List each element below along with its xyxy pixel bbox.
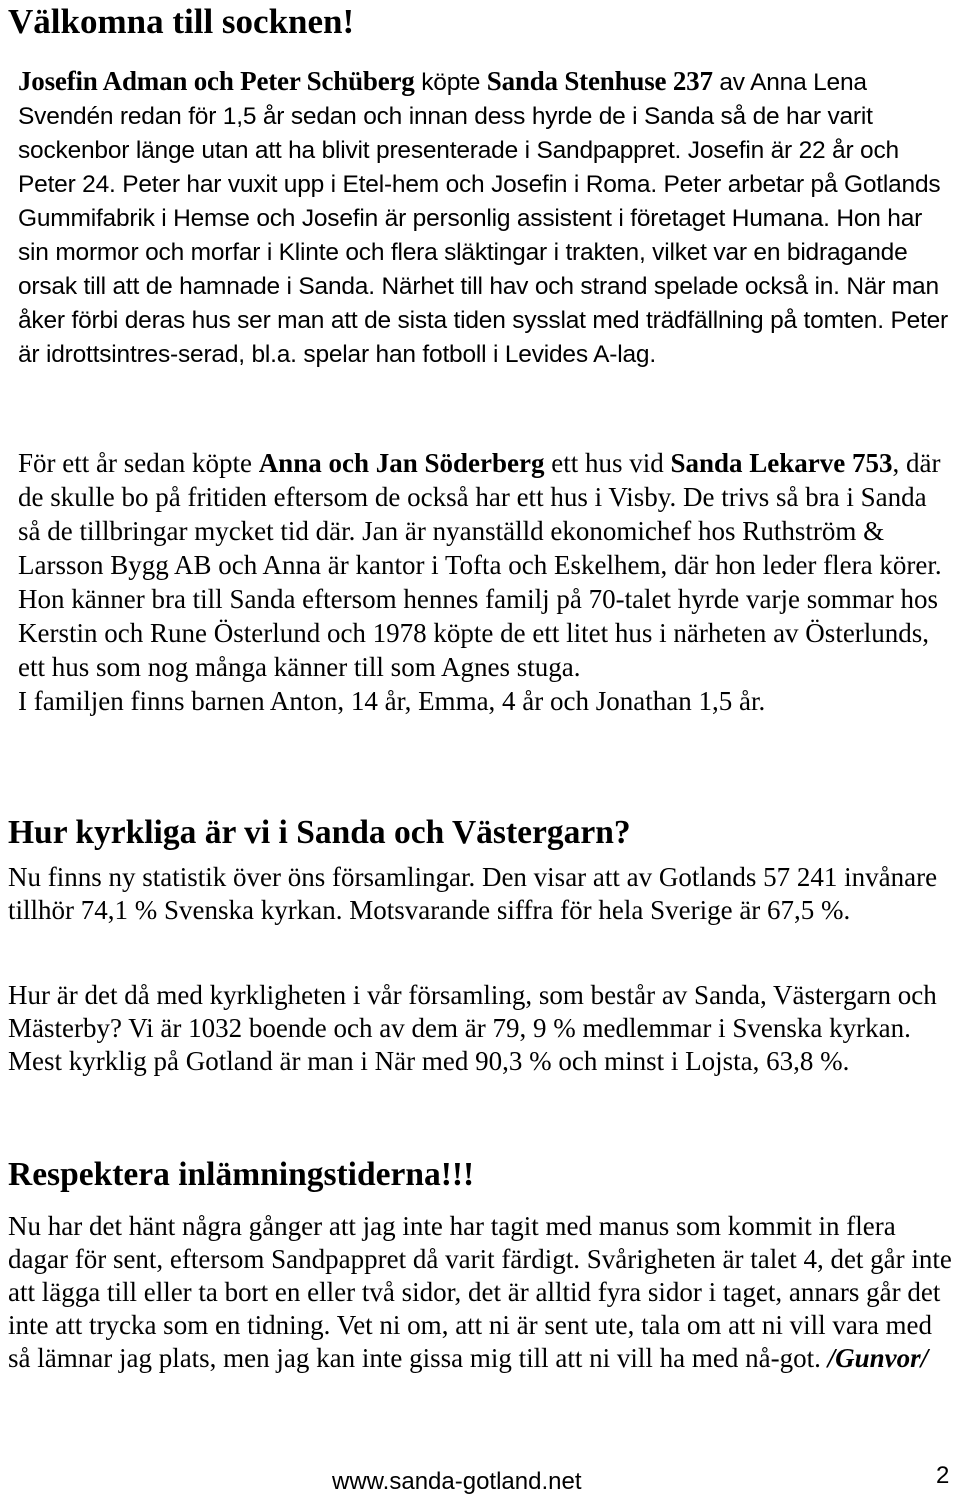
text-run: ett hus vid [544,448,671,478]
property-name: Sanda Stenhuse 237 [486,66,713,96]
welcome-paragraph-children: I familjen finns barnen Anton, 14 år, Emma, 4 år och Jonathan 1,5 år. [18,686,766,716]
welcome-paragraph-adman-schuberg [18,64,948,372]
new-residents-names: Josefin Adman och Peter Schüberg [18,66,415,96]
church-heading: Hur kyrkliga är vi i Sanda och Västergarn? [8,814,631,851]
welcome-heading: Välkomna till socknen! [8,2,355,41]
new-residents-names: Anna och Jan Söderberg [258,448,545,478]
text-run: För ett år sedan köpte [18,448,259,478]
church-paragraph-parish: Hur är det då med kyrkligheten i vår församling, som består av Sanda, Västergarn och Mästerby? Vi är 1032 boende och av dem är 79, 9 % medlemmar i Svenska kyrkan. Mest kyrklig på Gotland är man i När med 90,3 % och minst i Lojsta, 63,8 %. [8,980,937,1076]
church-paragraph-statistics: Nu finns ny statistik över öns församlingar. Den visar att av Gotlands 57 241 invånare tillhör 74,1 % Svenska kyrkan. Motsvarande siffra för hela Sverige är 67,5 %. [8,862,938,925]
deadlines-body-text: Nu har det hänt några gånger att jag inte har tagit med manus som kommit in flera dagar för sent, eftersom Sandpappret då varit färdigt. Svårigheten är talet 4, det går inte att lägga till eller ta bort en eller två sidor, det är alltid fyra sidor i taget, annars går det inte att trycka som en tidning. Vet ni om, att ni är sent ute, tala om att ni vill vara med så lämnar jag plats, men jag kan inte gissa mig till att ni vill ha med nå-got. [8,1211,952,1373]
deadlines-heading: Respektera inlämningstiderna!!! [8,1156,475,1193]
text-run: , där de skulle bo på fritiden eftersom de också har ett hus i Visby. De trivs så bra i Sanda så de tillbringar mycket tid där. Jan är nyanställd ekonomichef hos Ruthström & Larsson Bygg AB och Anna är kantor i Tofta och Eskelhem, där hon leder flera körer. Hon känner bra till Sanda eftersom hennes familj på 70-talet hyrde varje sommar hos Kerstin och Rune Österlund och 1978 köpte de ett litet hus i närheten av Österlunds, ett hus som nog många känner till som Agnes stuga. [18,448,942,682]
welcome-section-soderberg [18,446,948,718]
text-run: köpte [414,69,487,96]
signature: /Gunvor/ [820,1343,929,1373]
text-run: av Anna Lena Svendén redan för 1,5 år sedan och innan dess hyrde de i Sanda så de har varit sockenbor länge utan att ha blivit presenterade i Sandpappret. Josefin är 22 år och Peter 24. Peter har vuxit upp i Etel-hem och Josefin i Roma. Peter arbetar på Gotlands Gummifabrik i Hemse och Josefin är personlig assistent i företaget Humana. Hon har sin mormor och morfar i Klinte och flera släktingar i trakten, vilket var en bidragande orsak till att de hamnade i Sanda. Närhet till hav och strand spelade också in. När man åker förbi deras hus ser man att de sista tiden sysslat med trädfällning på tomten. Peter är idrottsintres-serad, bl.a. spelar han fotboll i Levides A-lag. [18,69,949,368]
deadlines-paragraph [8,1210,952,1375]
property-name: Sanda Lekarve 753 [670,448,893,478]
page-number: 2 [936,1462,950,1489]
welcome-paragraph-soderberg [18,446,948,684]
footer-website-link[interactable]: www.sanda-gotland.net [332,1468,582,1495]
